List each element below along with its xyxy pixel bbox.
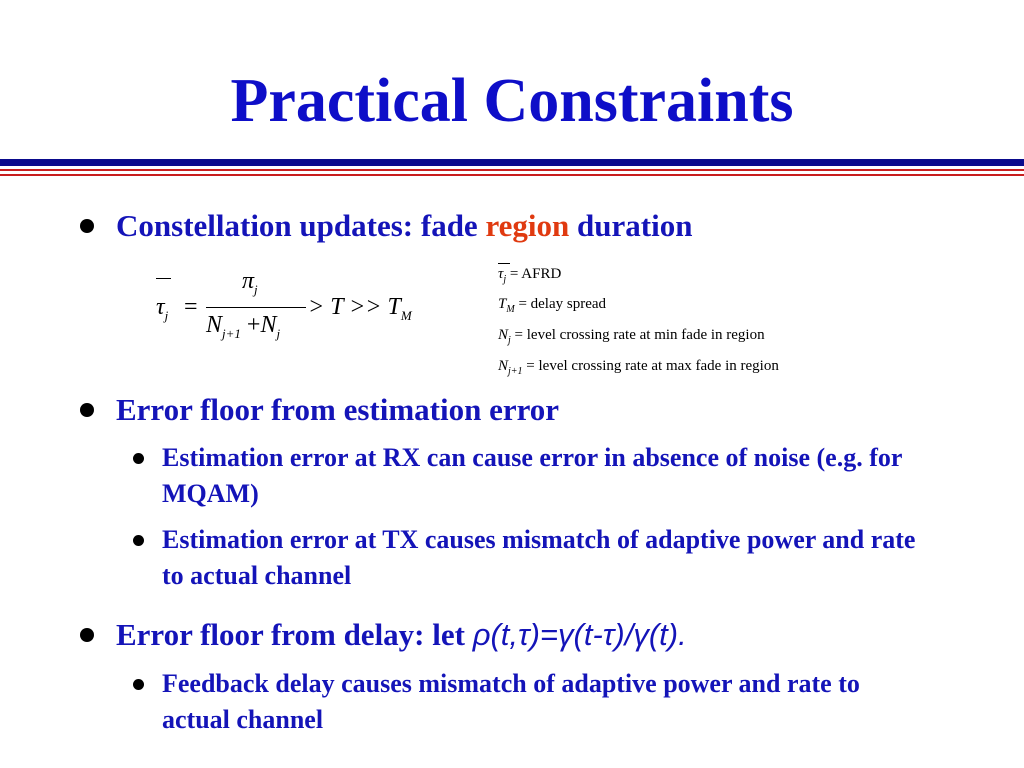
formula-equals: = (184, 294, 198, 320)
sub-bullet-rx-error: Estimation error at RX can cause error in absence of noise (e.g. for MQAM) (162, 443, 902, 508)
sub-bullet-tx-error: Estimation error at TX causes mismatch of adaptive power and rate to actual channel (162, 525, 916, 590)
definition-max-fade: $N_{j+1}$ = level crossing rate at max fade in region (498, 358, 779, 377)
bullet-dot (80, 628, 94, 642)
title-rule-red-2 (0, 174, 1024, 176)
afrd-formula (140, 262, 430, 352)
bullet-constellation-updates: Constellation updates: fade region duration (116, 208, 693, 243)
definition-afrd: $\tau_j$ = AFRD (498, 266, 562, 285)
bullet-delay-error: Error floor from delay: let ρ(t,τ)=γ(t-τ)/γ(t). (116, 617, 687, 652)
formula-tau: $\tau_j$ (156, 294, 169, 323)
formula-denominator: $N_{j+1} +N_j$ (206, 312, 281, 341)
sub-bullet-feedback-delay: Feedback delay causes mismatch of adaptive power and rate to actual channel (162, 669, 860, 734)
bullet-dot (80, 219, 94, 233)
sub-bullet-dot (133, 679, 144, 690)
sub-bullet-dot (133, 453, 144, 464)
bullet-estimation-error: Error floor from estimation error (116, 392, 560, 427)
definition-delay-spread: $T_M$ = delay spread (498, 296, 607, 315)
sub-bullet-dot (133, 535, 144, 546)
definition-min-fade: $N_j$ = level crossing rate at min fade in region (498, 327, 765, 346)
page-title: Practical Constraints (230, 67, 794, 135)
bullet-dot (80, 403, 94, 417)
formula-rhs: > $T >> T_M$ (308, 294, 412, 323)
tau-def-overbar (498, 263, 510, 264)
title-rule-blue (0, 159, 1024, 166)
highlight-region: region (485, 208, 570, 243)
formula-numerator: $\pi_j$ (242, 268, 258, 297)
tau-overbar (156, 278, 171, 279)
fraction-line (206, 307, 306, 308)
rho-expression: ρ(t,τ)=γ(t-τ)/γ(t). (472, 617, 687, 652)
title-rule-red-1 (0, 169, 1024, 171)
